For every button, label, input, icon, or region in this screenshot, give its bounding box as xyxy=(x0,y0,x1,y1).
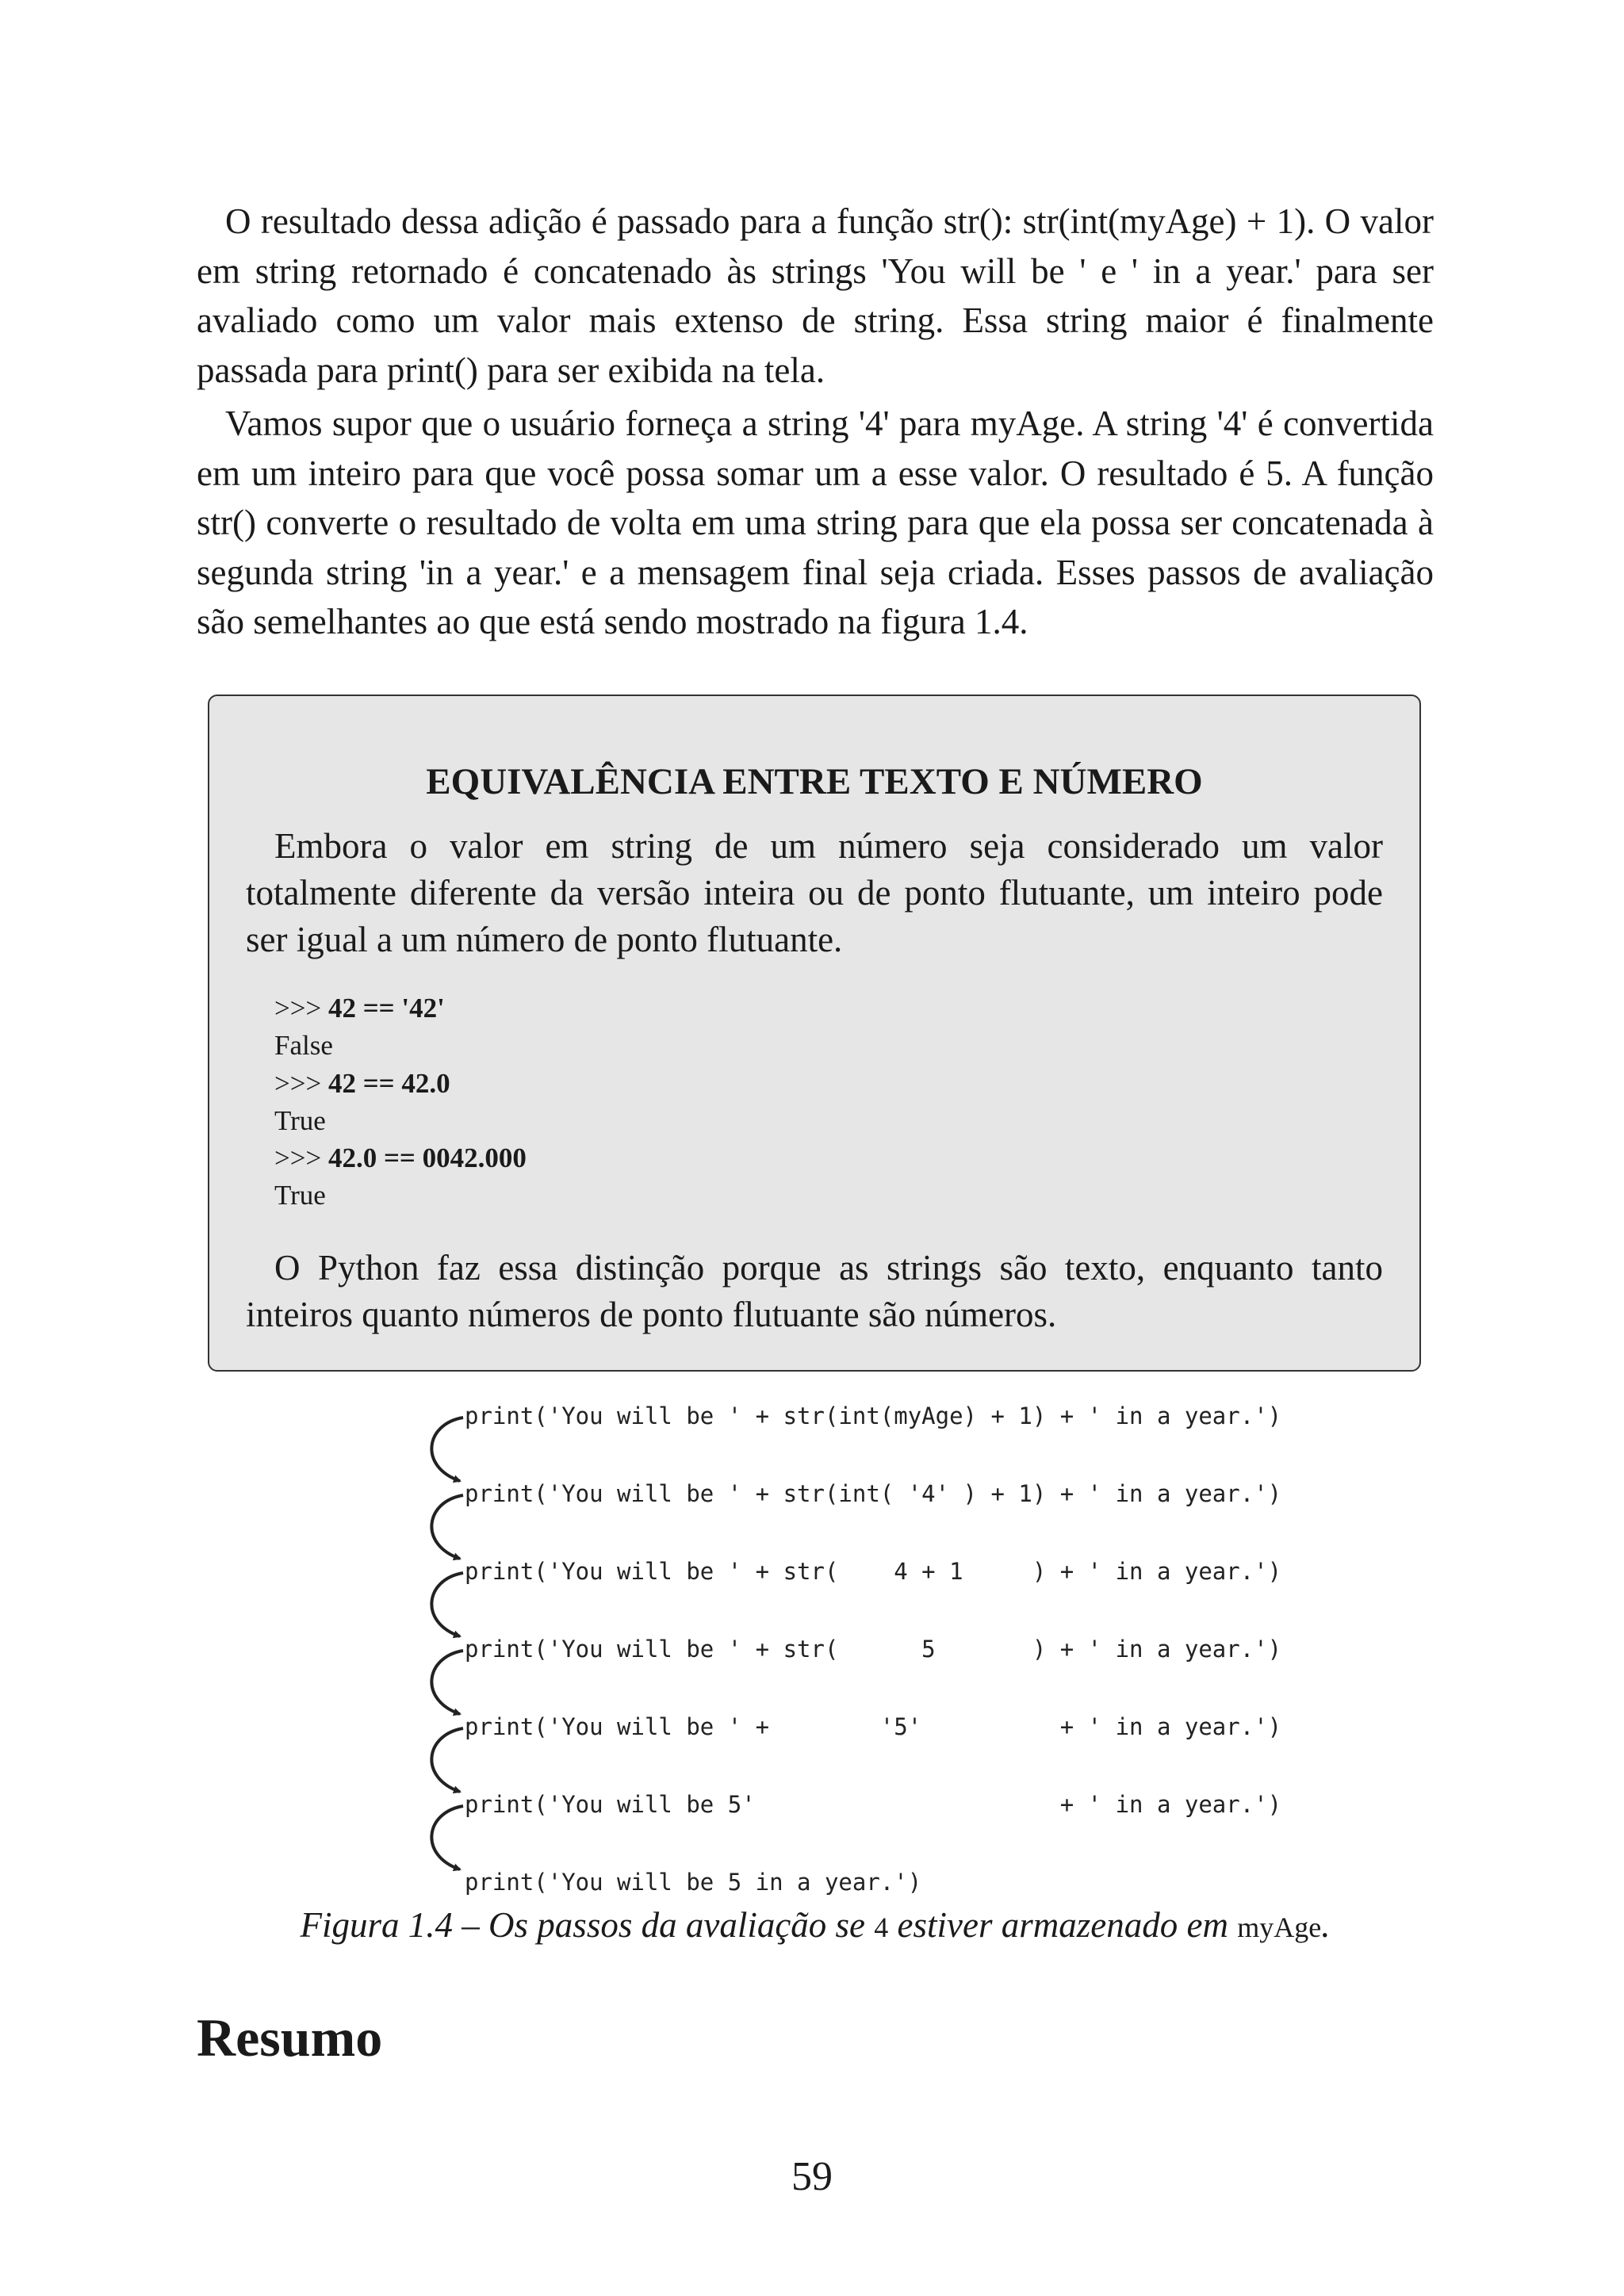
sidebar-box xyxy=(208,695,1421,1372)
code-output: True xyxy=(274,1180,326,1211)
code-expr: 42 == '42' xyxy=(327,993,445,1024)
section-heading: Resumo xyxy=(197,2007,383,2068)
code-expr: 42.0 == 0042.000 xyxy=(327,1142,527,1174)
step-arrow xyxy=(431,1806,463,1869)
code-output: False xyxy=(274,1030,333,1062)
evaluation-step: print('You will be ' + '5' + ' in a year.') xyxy=(465,1713,1282,1740)
code-line xyxy=(274,1139,527,1177)
step-arrow xyxy=(431,1418,463,1481)
evaluation-step: print('You will be 5' + ' in a year.') xyxy=(465,1791,1282,1818)
code-line xyxy=(274,1065,527,1102)
page-number: 59 xyxy=(791,2154,833,2199)
body-paragraph-2: Vamos supor que o usuário forneça a string '4' para myAge. A string '4' é convertida em um inteiro para que você possa somar um a esse valor. O resultado é 5. A função str() converte o resultado de volta em uma string para que ela possa ser concatenada à segunda string 'in a year.' e a mensagem final seja criada. Esses passos de avaliação são semelhantes ao que está sendo mostrado na figura 1.4. xyxy=(197,404,1434,641)
evaluation-step: print('You will be ' + str( 5 ) + ' in a year.') xyxy=(465,1636,1282,1663)
code-expr: 42 == 42.0 xyxy=(327,1067,450,1099)
step-arrow xyxy=(431,1651,463,1714)
code-prompt: >>> xyxy=(274,1142,328,1174)
evaluation-step: print('You will be ' + str(int( '4' ) + 1) + ' in a year.') xyxy=(465,1480,1282,1507)
evaluation-figure xyxy=(419,1394,1282,1901)
evaluation-step: print('You will be ' + str(int(myAge) + 1) + ' in a year.') xyxy=(465,1402,1282,1429)
body-paragraph-1: O resultado dessa adição é passado para a função str(): str(int(myAge) + 1). O valor em string retornado é concatenado às strings 'You will be ' e ' in a year.' para ser avaliado como um valor mais extenso de string. Essa string maior é finalmente passada para print() para ser exibida na tela. xyxy=(197,201,1434,390)
sidebar-outro: O Python faz essa distinção porque as strings são texto, enquanto tanto inteiros quanto números de ponto flutuante são números. xyxy=(246,1248,1383,1334)
code-output: True xyxy=(274,1104,326,1136)
evaluation-step: print('You will be ' + str( 4 + 1 ) + ' in a year.') xyxy=(465,1558,1282,1585)
step-arrow xyxy=(431,1495,463,1559)
sidebar-title: EQUIVALÊNCIA ENTRE TEXTO E NÚMERO xyxy=(426,761,1203,802)
code-line xyxy=(274,989,527,1027)
step-arrow xyxy=(431,1728,463,1792)
code-block xyxy=(274,989,527,1215)
figure-caption: Figura 1.4 – Os passos da avaliação se 4 estiver armazenado em myAge. xyxy=(300,1905,1331,1945)
code-prompt: >>> xyxy=(274,993,328,1024)
code-prompt: >>> xyxy=(274,1067,328,1099)
step-arrow xyxy=(431,1573,463,1636)
evaluation-step: print('You will be 5 in a year.') xyxy=(465,1869,922,1896)
sidebar-intro: Embora o valor em string de um número seja considerado um valor totalmente diferente da versão inteira ou de ponto flutuante, um inteiro pode ser igual a um número de ponto flutuante. xyxy=(246,826,1383,959)
